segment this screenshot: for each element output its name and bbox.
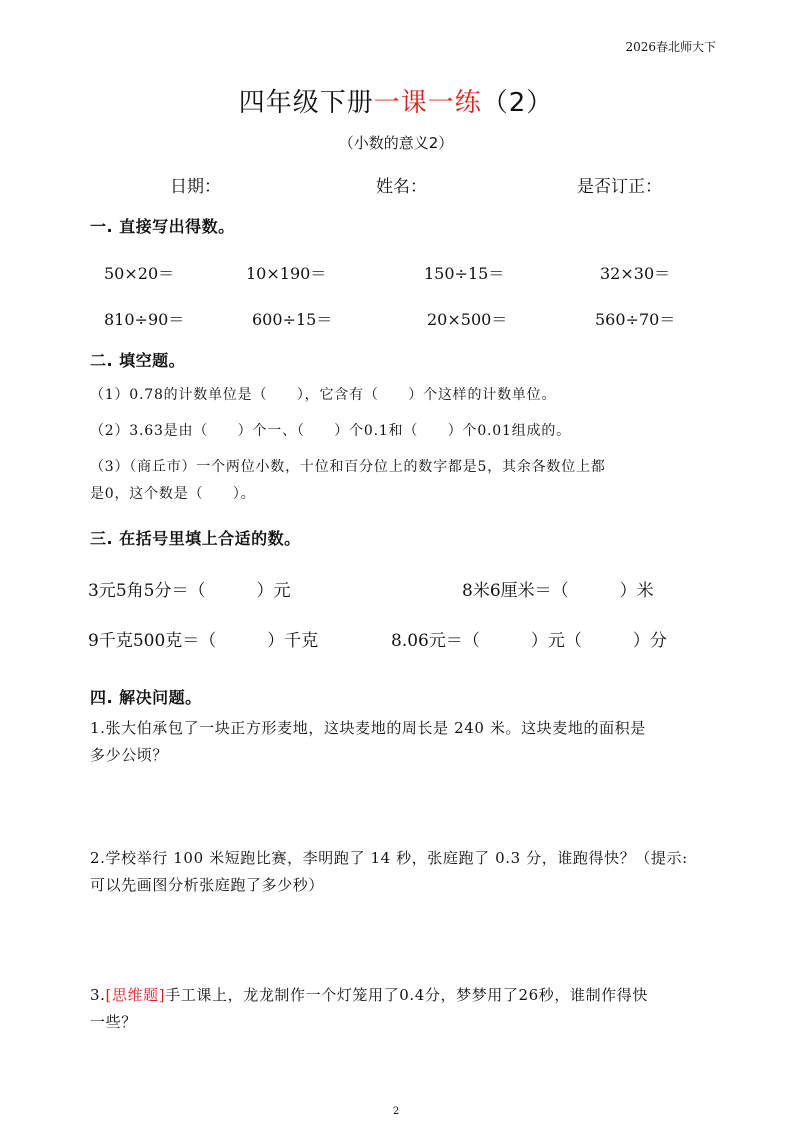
- thinking-tag: [思维题]: [105, 986, 166, 1004]
- calc-item: 150÷15＝: [424, 264, 505, 283]
- fill-question-1: （1）0.78的计数单位是（ ），它含有（ ）个这样的计数单位。: [90, 387, 557, 403]
- title-number: （2）: [481, 88, 554, 118]
- calc-item: 10×190＝: [246, 264, 327, 283]
- conversion-item: 8.06元＝（ ）元（ ）分: [391, 631, 667, 651]
- correction-label: 是否订正：: [577, 177, 662, 197]
- page-number: 2: [392, 1106, 400, 1117]
- calc-item: 810÷90＝: [104, 310, 185, 329]
- header-tag: 2026春北师大下: [625, 40, 716, 54]
- problem-3-text: 手工课上，龙龙制作一个灯笼用了0.4分，梦梦用了26秒，谁制作得快: [165, 986, 648, 1004]
- calc-item: 50×20＝: [104, 264, 175, 283]
- title-grade: 四年级下册: [238, 88, 374, 118]
- title-highlight: 一课一练: [373, 88, 482, 118]
- fill-question-3-line2: 是0，这个数是（ ）。: [90, 486, 256, 502]
- page-title: [0, 82, 792, 119]
- name-label: 姓名：: [376, 177, 427, 197]
- page-subtitle: （小数的意义2）: [338, 134, 454, 152]
- calc-item: 20×500＝: [427, 310, 508, 329]
- problem-3-line2: 一些？: [90, 1013, 137, 1031]
- problem-1-line1: 1.张大伯承包了一块正方形麦地，这块麦地的周长是 240 米。这块麦地的面积是: [90, 719, 646, 737]
- section2-heading: 二. 填空题。: [90, 351, 186, 370]
- conversion-item: 8米6厘米＝（ ）米: [462, 581, 654, 601]
- problem-2-line1: 2.学校举行 100 米短跑比赛，李明跑了 14 秒，张庭跑了 0.3 分，谁跑得快？（提示:: [90, 849, 688, 867]
- conversion-item: 9千克500克＝（ ）千克: [88, 631, 319, 651]
- conversion-item: 3元5角5分＝（ ）元: [88, 581, 291, 601]
- problem-3-number: 3.: [90, 986, 106, 1004]
- fill-question-3-line1: （3）（商丘市）一个两位小数，十位和百分位上的数字都是5，其余各数位上都: [90, 459, 606, 475]
- section1-heading: 一. 直接写出得数。: [90, 217, 235, 236]
- calc-item: 600÷15＝: [252, 310, 333, 329]
- calc-item: 32×30＝: [600, 264, 671, 283]
- problem-2-line2: 可以先画图分析张庭跑了多少秒）: [90, 876, 325, 894]
- calc-item: 560÷70＝: [595, 310, 676, 329]
- problem-1-line2: 多少公顷？: [90, 746, 169, 764]
- section4-heading: 四. 解决问题。: [90, 688, 202, 707]
- fill-question-2: （2）3.63是由（ ）个一、（ ）个0.1和（ ）个0.01组成的。: [90, 423, 571, 439]
- section3-heading: 三. 在括号里填上合适的数。: [90, 529, 301, 548]
- problem-3-line1: [90, 984, 648, 1005]
- date-label: 日期：: [170, 177, 221, 197]
